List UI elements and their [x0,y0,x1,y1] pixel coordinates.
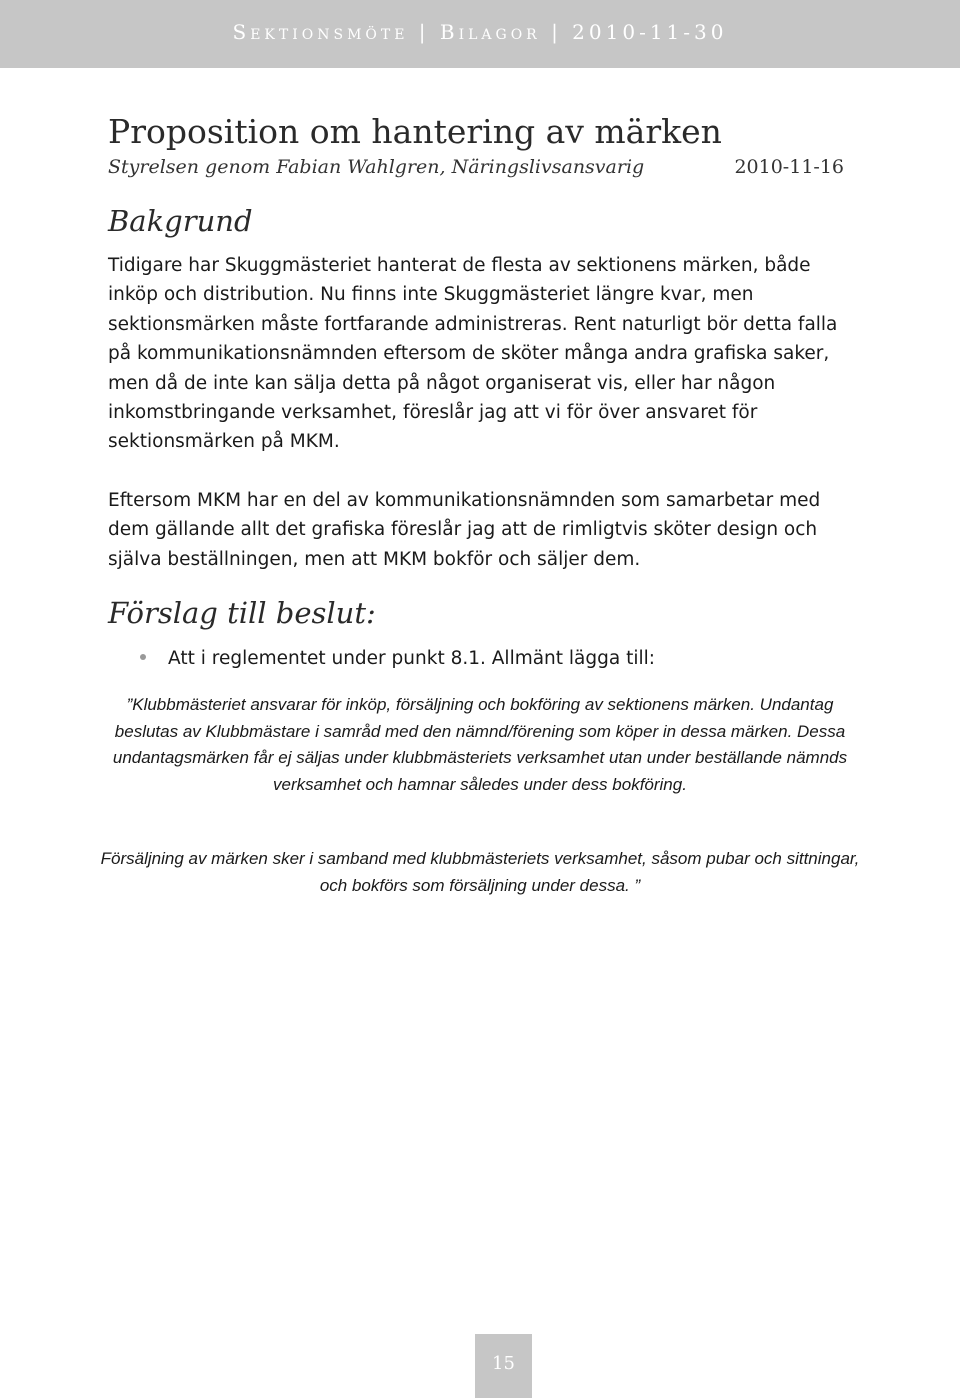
background-heading: Bakgrund [108,204,253,238]
author-line: Styrelsen genom Fabian Wahlgren, Näringslivsansvarig [108,156,645,178]
proposal-quote-1: ”Klubbmästeriet ansvarar för inköp, försäljning och bokföring av sektionens märken. Undantag beslutas av Klubbmästare i samråd med den nämnd/förening som köper in dessa märken. Dessa undantagsmärken får ej säljas under klubbmästeriets verksamhet utan under beställande nämnds verksamhet och hamnar således under dess bokföring. [112,695,848,794]
background-paragraph-2: Eftersom MKM har en del av kommunikationsnämnden som samarbetar med dem gällande allt det grafiska föreslår jag att de rimligtvis sköter design och själva beställningen, men att MKM bokför och säljer dem. [108,490,821,570]
proposal-bullet-item [140,644,840,673]
proposal-heading: Förslag till beslut: [108,596,376,630]
bullet-icon [140,654,146,660]
proposal-quote-2: Försäljning av märken sker i samband med klubbmästeriets verksamhet, såsom pubar och sittningar, och bokförs som försäljning under dessa. ” [100,849,860,895]
document-date: 2010-11-16 [734,156,844,178]
page-header-text: Sektionsmöte | Bilagor | 2010-11-30 [232,20,728,44]
page-number: 15 [475,1334,532,1398]
page-header-bar [0,0,960,68]
document-title: Proposition om hantering av märken [108,112,722,151]
proposal-bullet-text: Att i reglementet under punkt 8.1. Allmänt lägga till: [168,648,656,669]
document-subtitle [108,156,844,178]
background-paragraph-1: Tidigare har Skuggmästeriet hanterat de flesta av sektionens märken, både inköp och distribution. Nu finns inte Skuggmästeriet längre kvar, men sektionsmärken måste fortfarande administreras. Rent naturligt bör detta falla på kommunikationsnämnden eftersom de sköter många andra grafiska saker, men då de inte kan sälja detta på något organiserat vis, eller har någon inkomstbringande verksamhet, föreslår jag att vi för över ansvaret för sektionsmärken på MKM. [108,255,838,453]
